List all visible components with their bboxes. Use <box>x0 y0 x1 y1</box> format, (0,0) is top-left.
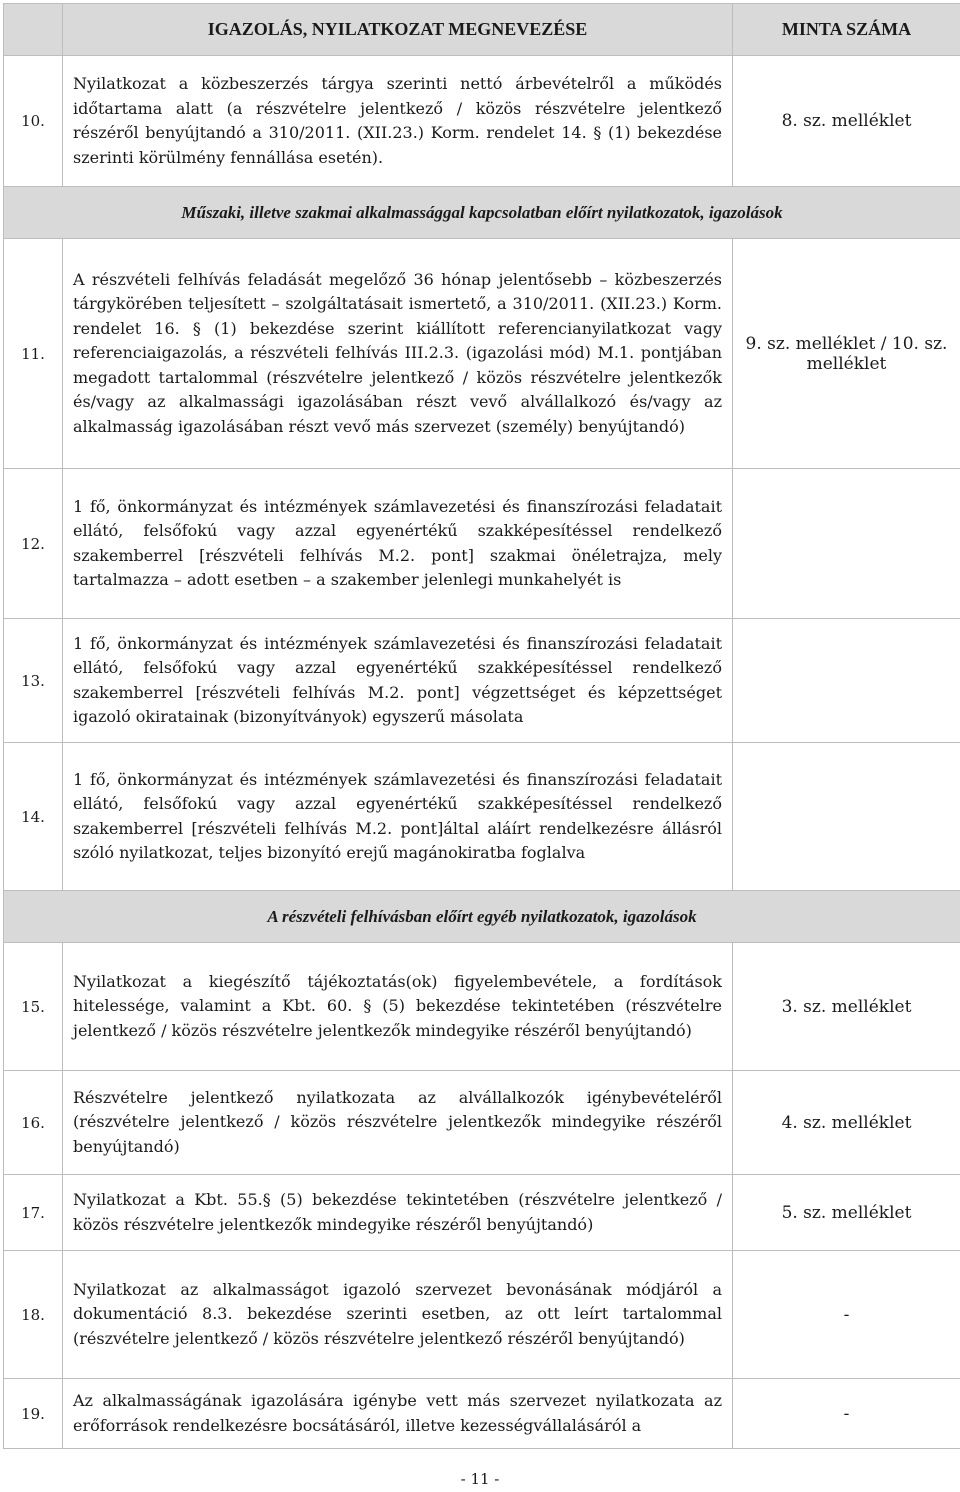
row-annex: - <box>733 1379 960 1449</box>
section-title-technical: Műszaki, illetve szakmai alkalmassággal kapcsolatban előírt nyilatkozatok, igazolások <box>4 187 960 239</box>
row-number: 13. <box>4 619 63 743</box>
row-description: 1 fő, önkormányzat és intézmények számlavezetési és finanszírozási feladatait ellátó, felsőfokú vagy azzal egyenértékű szakképesítéssel rendelkező szakemberrel [részvételi felhívás M.2. pont]által aláírt rendelkezésre állásról szóló nyilatkozat, teljes bizonyító erejű magánokiratba foglalva <box>73 769 722 862</box>
table-row <box>4 743 960 891</box>
row-annex: 3. sz. melléklet <box>733 943 960 1071</box>
row-description: 1 fő, önkormányzat és intézmények számlavezetési és finanszírozási feladatait ellátó, felsőfokú vagy azzal egyenértékű szakképesítéssel rendelkező szakemberrel [részvételi felhívás M.2. pont] szakmai önéletrajza, mely tartalmazza – adott esetben – a szakember jelenlegi munkahelyét is <box>73 496 722 589</box>
row-description: Nyilatkozat az alkalmasságot igazoló szervezet bevonásának módjáról a dokumentáció 8.3. bekezdése szerinti esetben, az ott leírt tartalommal (részvételre jelentkező / közös részvételre jelentkező részéről benyújtandó) <box>73 1279 722 1348</box>
row-number: 19. <box>4 1379 63 1449</box>
table-row <box>4 1251 960 1379</box>
row-annex: 8. sz. melléklet <box>733 56 960 187</box>
row-description: 1 fő, önkormányzat és intézmények számlavezetési és finanszírozási feladatait ellátó, felsőfokú vagy azzal egyenértékű szakképesítéssel rendelkező szakemberrel [részvételi felhívás M.2. pont] végzettséget és képzettséget igazoló okiratainak (bizonyítványok) egyszerű másolata <box>73 633 722 726</box>
section-header-row <box>4 187 960 239</box>
row-annex: 9. sz. melléklet / 10. sz. melléklet <box>733 239 960 469</box>
table-row <box>4 1379 960 1449</box>
row-description: Nyilatkozat a kiegészítő tájékoztatás(ok) figyelembevétele, a fordítások hitelessége, valamint a Kbt. 60. § (5) bekezdése tekintetében (részvételre jelentkező / közös részvételre jelentkezők mindegyike részéről benyújtandó) <box>73 971 722 1040</box>
table-header-row <box>4 4 960 56</box>
row-number: 10. <box>4 56 63 187</box>
row-annex <box>733 619 960 743</box>
table-row <box>4 239 960 469</box>
header-sample: MINTA SZÁMA <box>733 4 960 56</box>
row-annex: 5. sz. melléklet <box>733 1175 960 1251</box>
table-row <box>4 1175 960 1251</box>
header-num-cell <box>4 4 63 56</box>
row-description: Nyilatkozat a Kbt. 55.§ (5) bekezdése tekintetében (részvételre jelentkező / közös részvételre jelentkezők mindegyike részéről benyújtandó) <box>73 1190 722 1234</box>
requirements-table <box>3 3 960 1449</box>
row-number: 17. <box>4 1175 63 1251</box>
table-row <box>4 56 960 187</box>
row-annex: - <box>733 1251 960 1379</box>
section-title-other: A részvételi felhívásban előírt egyéb nyilatkozatok, igazolások <box>4 891 960 943</box>
row-description: Részvételre jelentkező nyilatkozata az alvállalkozók igénybevételéről (részvételre jelentkező / közös részvételre jelentkezők mindegyike részéről benyújtandó) <box>73 1087 722 1156</box>
table-row <box>4 619 960 743</box>
row-number: 12. <box>4 469 63 619</box>
row-description: Nyilatkozat a közbeszerzés tárgya szerinti nettó árbevételről a működés időtartama alatt (a részvételre jelentkező / közös részvételre jelentkező részéről benyújtandó a 310/2011. (XII.23.) Korm. rendelet 14. § (1) bekezdése szerinti körülmény fennállása esetén). <box>73 74 722 167</box>
row-description: A részvételi felhívás feladását megelőző 36 hónap jelentősebb – közbeszerzés tárgykörében teljesített – szolgáltatásait ismertető, a 310/2011. (XII.23.) Korm. rendelet 16. § (1) bekezdése szerint kiállított referencianyilatkozat vagy referenciaigazolás, a részvételi felhívás III.2.3. (igazolási mód) M.1. pontjában megadott tartalommal (részvételre jelentkező / közös részvételre jelentkezők és/vagy az alkalmassági igazolásában részt vevő alvállalkozó és/vagy az alkalmasság igazolásában részt vevő más szervezet (személy) benyújtandó) <box>73 269 722 436</box>
table-row <box>4 1071 960 1175</box>
row-number: 11. <box>4 239 63 469</box>
row-annex <box>733 469 960 619</box>
row-number: 18. <box>4 1251 63 1379</box>
section-header-row <box>4 891 960 943</box>
table-row <box>4 943 960 1071</box>
row-number: 16. <box>4 1071 63 1175</box>
row-number: 15. <box>4 943 63 1071</box>
page-number: - 11 - <box>460 1470 500 1488</box>
row-annex: 4. sz. melléklet <box>733 1071 960 1175</box>
table-row <box>4 469 960 619</box>
row-annex <box>733 743 960 891</box>
row-number: 14. <box>4 743 63 891</box>
header-title: IGAZOLÁS, NYILATKOZAT MEGNEVEZÉSE <box>63 4 733 56</box>
row-description: Az alkalmasságának igazolására igénybe vett más szervezet nyilatkozata az erőforrások rendelkezésre bocsátásáról, illetve kezességvállalásáról a <box>73 1391 722 1435</box>
